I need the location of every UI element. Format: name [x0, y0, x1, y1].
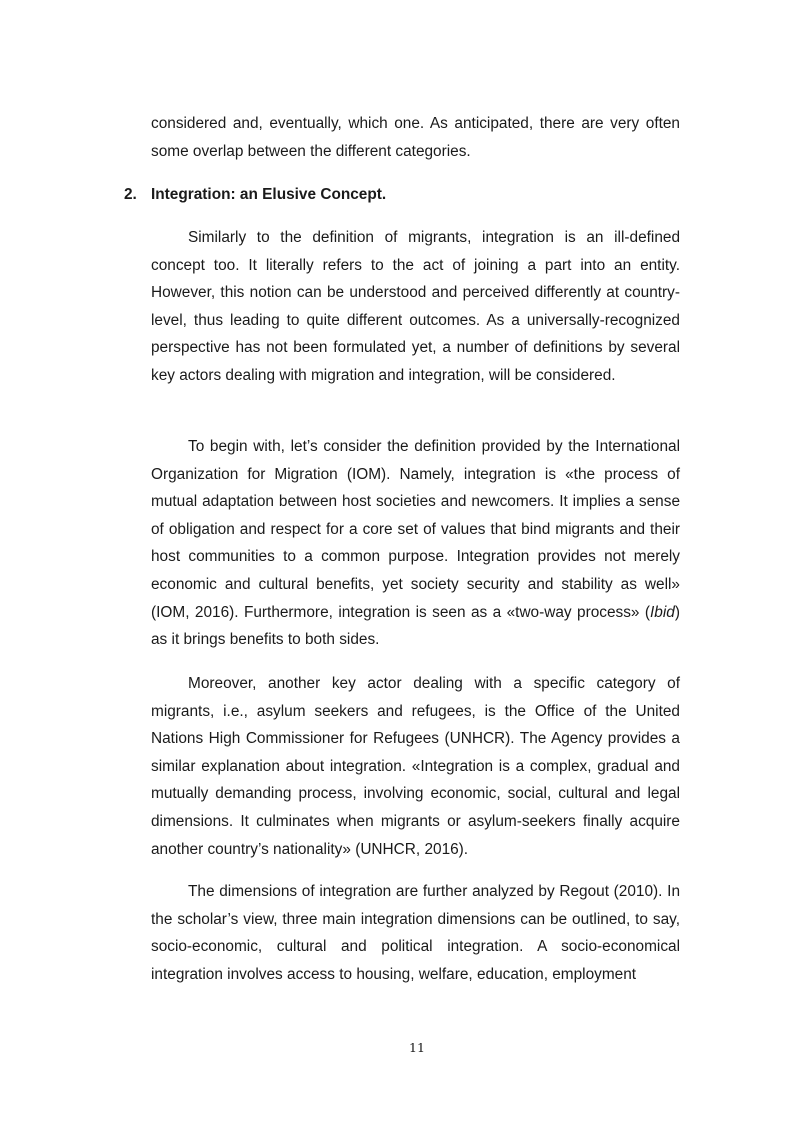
- paragraph-definition-intro: Similarly to the definition of migrants, integration is an ill-defined concept too. It literally refers to the act of joining a part into an entity. However, this notion can be understood and perceived differently at country-level, thus leading to quite different outcomes. As a universally-recognized perspective has not been formulated yet, a number of definitions by several key actors dealing with migration and integration, will be considered.: [151, 229, 680, 384]
- page-number: 11: [409, 1040, 425, 1055]
- section-title: Integration: an Elusive Concept.: [151, 186, 387, 203]
- paragraph-iom-definition: [151, 433, 680, 654]
- paragraph-regout-dimensions: The dimensions of integration are further analyzed by Regout (2010). In the scholar’s view, three main integration dimensions can be outlined, to say, socio-economic, cultural and political integration. A socio-economical integration involves access to housing, welfare, education, employment: [151, 883, 680, 983]
- iom-text-end: ) as it brings benefits to both sides.: [151, 603, 680, 649]
- section-number: 2.: [124, 186, 137, 203]
- iom-text-start: To begin with, let’s consider the definition provided by the International Organization for Migration (IOM). Namely, integration is «the process of mutual adaptation between host societies and newcomers. It implies a sense of obligation and respect for a core set of values that bind migrants and their host communities to a common purpose. Integration provides not merely economic and cultural benefits, yet society security and stability as well» (IOM, 2016). Furthermore, integration is seen as a «two-way process» (: [151, 438, 680, 621]
- paragraph-unhcr-definition: Moreover, another key actor dealing with a specific category of migrants, i.e., asylum seekers and refugees, is the Office of the United Nations High Commissioner for Refugees (UNHCR). The Agency provides a similar explanation about integration. «Integration is a complex, gradual and mutually demanding process, involving economic, social, cultural and legal dimensions. It culminates when migrants or asylum-seekers finally acquire another country’s nationality» (UNHCR, 2016).: [151, 675, 680, 858]
- section-heading: [124, 181, 386, 208]
- continuation-paragraph: considered and, eventually, which one. As anticipated, there are very often some overlap between the different categories.: [151, 115, 680, 160]
- ibid-citation: Ibid: [650, 603, 675, 621]
